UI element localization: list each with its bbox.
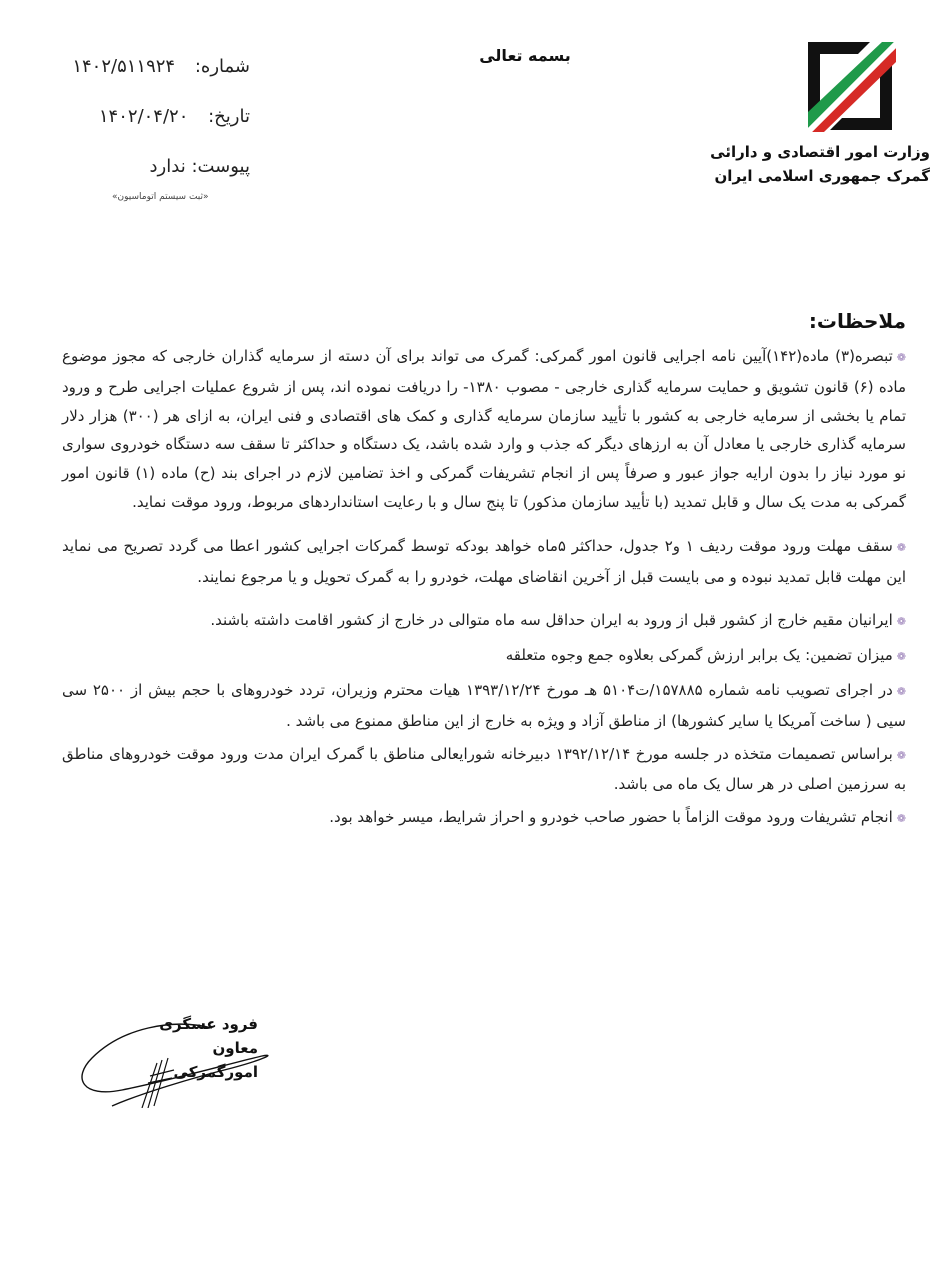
registration-note: «ثبت سیستم اتوماسیون» <box>112 192 209 202</box>
letter-number <box>40 52 250 102</box>
date-label: تاریخ: <box>208 106 250 127</box>
bullet-icon: ❁ <box>896 351 906 364</box>
note-item: ❁انجام تشریفات ورود موقت الزاماً با حضور صاحب خودرو و احراز شرایط، میسر خواهد بود. <box>329 808 906 827</box>
bullet-icon: ❁ <box>896 650 906 664</box>
bullet-icon: ❁ <box>896 540 906 554</box>
bullet-icon: ❁ <box>896 748 906 762</box>
note-item: ❁در اجرای تصویب نامه شماره ۱۵۷۸۸۵/ت۵۱۰۴ هـ مورخ ۱۳۹۳/۱۲/۲۴ هیات محترم وزیران، تردد خودروهای با حجم بیش از ۲۵۰۰ سی سیی ( ساخت آمریکا یا سایر کشورها) از مناطق آزاد و ویژه به خارج از این مناطق ممنوع می باشد . <box>62 680 907 730</box>
number-value: ۱۴۰۲/۵۱۱۹۲۴ <box>72 56 176 77</box>
note-item: ❁میزان تضمین: یک برابر ارزش گمرکی بعلاوه جمع وجوه متعلقه <box>505 646 906 665</box>
signatory <box>148 1012 258 1084</box>
attachment-label: پیوست: <box>191 156 250 177</box>
organization-name <box>710 140 930 188</box>
note-item: ❁براساس تصمیمات متخذه در جلسه مورخ ۱۳۹۲/۱۲/۱۴ دبیرخانه شورایعالی مناطق با گمرک ایران مدت ورود موقت خودروهای مناطق به سرزمین اصلی در هر سال یک ماه می باشد. <box>62 744 906 794</box>
invocation-heading: بسمه تعالی <box>479 46 571 65</box>
customs-logo-icon <box>804 42 896 134</box>
ministry-name: وزارت امور اقتصادی و دارائی <box>710 143 930 161</box>
letter-meta <box>40 52 250 202</box>
notes-list <box>62 342 906 838</box>
bullet-icon: ❁ <box>896 812 906 826</box>
bullet-icon: ❁ <box>896 684 907 698</box>
signatory-name: فرود عسگری <box>159 1015 258 1033</box>
attachment-value: ندارد <box>149 156 186 177</box>
customs-name: گمرک جمهوری اسلامی ایران <box>714 167 930 185</box>
note-item: ❁سقف مهلت ورود موقت ردیف ۱ و۲ جدول، حداکثر ۵ماه خواهد بودکه توسط گمرکات اجرایی کشور اعطا می گردد تصریح می نماید این مهلت قابل تمدید نبوده و می بایست قبل از آخرین انقاضای مهلت، خودرو را به گمرک تحویل و یا مرجوع نمایند. <box>62 536 906 586</box>
date-value: ۱۴۰۲/۰۴/۲۰ <box>98 106 189 127</box>
notes-title: ملاحظات: <box>808 309 906 333</box>
note-item: ❁ایرانیان مقیم خارج از کشور قبل از ورود به ایران حداقل سه ماه متوالی در خارج از کشور اقامت داشته باشند. <box>210 611 906 630</box>
signatory-title: معاون امورگمرکی <box>173 1039 258 1081</box>
bullet-icon: ❁ <box>896 615 906 629</box>
number-label: شماره: <box>194 56 250 77</box>
note-item: ❁تبصره(۳) ماده(۱۴۲)آیین نامه اجرایی قانون امور گمرکی: گمرک می تواند برای آن دسته از سرمایه گذاران خارجی که مجوز موضوع ماده (۶) قانون تشویق و حمایت سرمایه گذاری خارجی - مصوب ۱۳۸۰- را دریافت نموده اند، پس از شروع عملیات اجرایی طرح و ورود تمام یا بخشی از سرمایه خارجی به کشور با تأیید سازمان سرمایه گذاری و کمک های اقتصادی و فنی ایران، به ازای هر (۳۰۰) هزار دلار سرمایه گذاری خارجی یا معادل آن به ارزهای دیگر که جذب و وارد شده باشد، یک دستگاه و حداکثر تا سقف سه دستگاه خودروی سواری نو مورد نیاز را بدون ارایه جواز عبور و صرفاً پس از انجام تشریفات گمرکی و اخذ تضامین لازم در اجرای بند (ح) ماده (۱) قانون امور گمرکی به مدت یک سال و قابل تمدید (با تأیید سازمان مذکور) تا پنج سال و با رعایت استانداردهای مربوط، ورود موقت نماید. <box>62 347 907 511</box>
letter-date <box>40 102 250 152</box>
